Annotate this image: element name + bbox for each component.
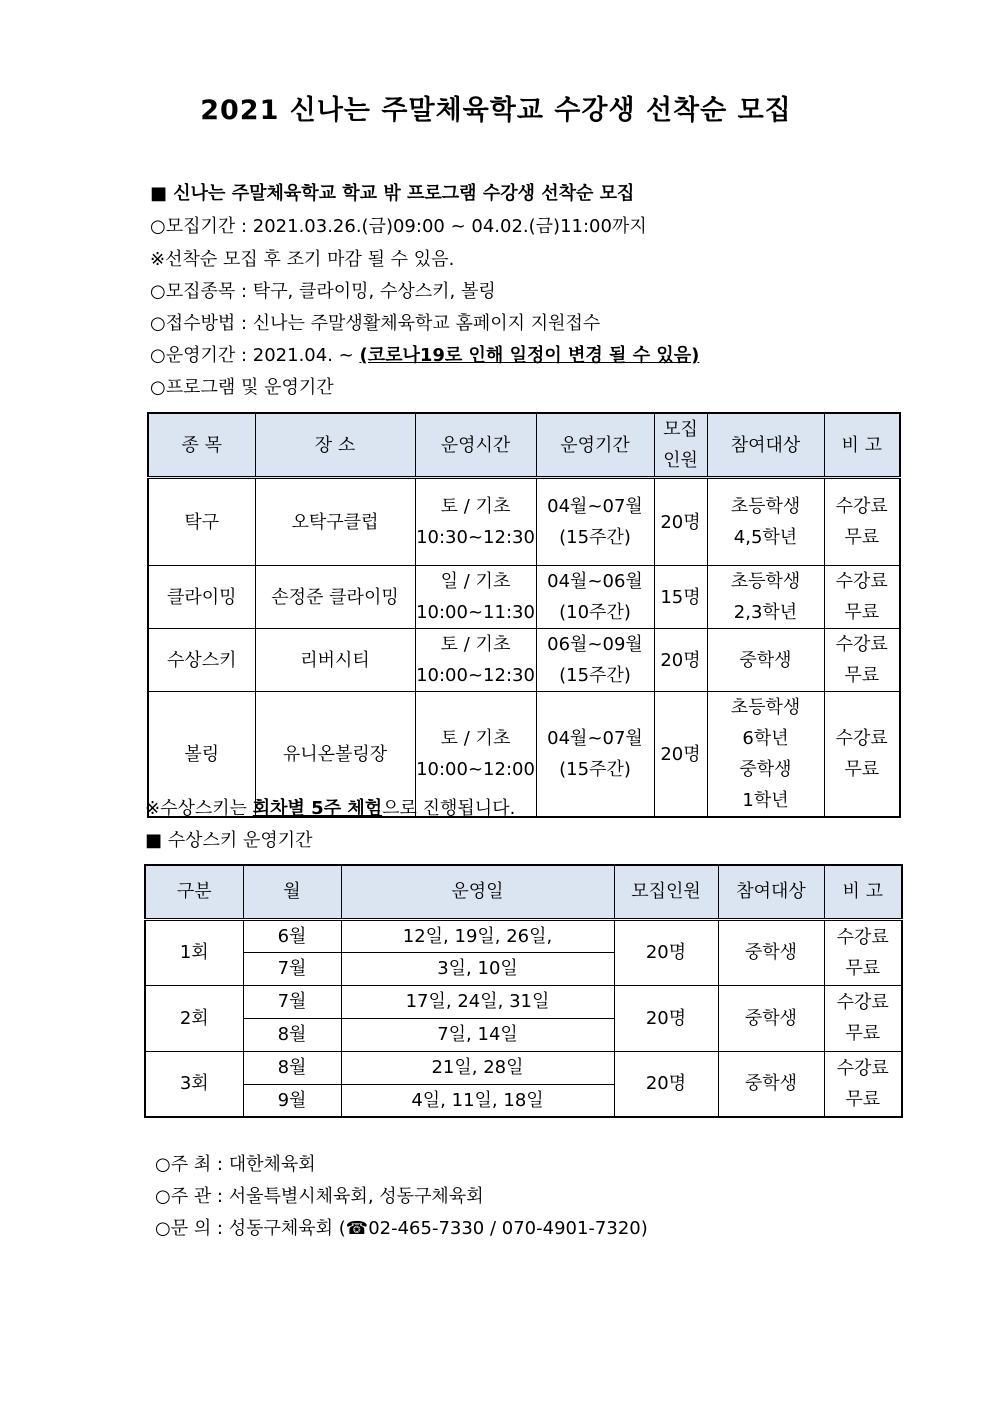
- table-cell: 중학생: [707, 629, 824, 692]
- operation-days-cell: 12일, 19일, 26일,: [341, 919, 614, 952]
- table-row: [148, 566, 900, 629]
- note-cell: 수강료 무료: [824, 1051, 902, 1117]
- month-cell: 8월: [243, 1051, 341, 1084]
- table-cell: 오탁구클럽: [255, 478, 415, 566]
- host-line: ○주 최 : 대한체육회: [155, 1154, 316, 1175]
- table-cell: 20명: [654, 478, 707, 566]
- note-cell: 수강료 무료: [824, 985, 902, 1051]
- table-cell: 수강료 무료: [824, 692, 900, 818]
- table-cell: 04월~07월 (15주간): [536, 478, 654, 566]
- header-cell: 참여대상: [718, 865, 824, 919]
- header-cell: 운영기간: [536, 413, 654, 478]
- count-cell: 20명: [614, 985, 718, 1051]
- table-cell: 클라이밍: [148, 566, 255, 629]
- early-close-note: ※선착순 모집 후 조기 마감 될 수 있음.: [150, 249, 455, 270]
- table-cell: 일 / 기초 10:00~11:30: [415, 566, 536, 629]
- table-cell: 04월~06월 (10주간): [536, 566, 654, 629]
- header-cell: 모집인원: [614, 865, 718, 919]
- target-cell: 중학생: [718, 985, 824, 1051]
- header-cell: 월: [243, 865, 341, 919]
- month-cell: 7월: [243, 985, 341, 1018]
- recruit-period-line: ○모집기간 : 2021.03.26.(금)09:00 ~ 04.02.(금)11:00까지: [150, 216, 647, 237]
- table-cell: 토 / 기초 10:00~12:00: [415, 692, 536, 818]
- month-cell: 7월: [243, 952, 341, 985]
- table-cell: 토 / 기초 10:00~12:30: [415, 629, 536, 692]
- table-row: [145, 1051, 902, 1084]
- table-cell: 수강료 무료: [824, 478, 900, 566]
- note-cell: 수강료 무료: [824, 919, 902, 985]
- operation-days-cell: 4일, 11일, 18일: [341, 1084, 614, 1117]
- table-cell: 수상스키: [148, 629, 255, 692]
- table-cell: 초등학생 2,3학년: [707, 566, 824, 629]
- table-cell: 04월~07월 (15주간): [536, 692, 654, 818]
- table-cell: 초등학생 4,5학년: [707, 478, 824, 566]
- header-cell: 운영일: [341, 865, 614, 919]
- header-cell: 장 소: [255, 413, 415, 478]
- section-heading-waterski: ■ 수상스키 운영기간: [145, 830, 313, 851]
- round-cell: 2회: [145, 985, 243, 1051]
- header-cell: 비 고: [824, 413, 900, 478]
- section-heading-program: ■ 신나는 주말체육학교 학교 밖 프로그램 수강생 선착순 모집: [150, 183, 635, 204]
- table-cell: 손정준 클라이밍: [255, 566, 415, 629]
- table-header-row: [148, 413, 900, 478]
- table-cell: 수강료 무료: [824, 629, 900, 692]
- program-heading: ○프로그램 및 운영기간: [150, 377, 334, 398]
- table-row: [145, 985, 902, 1018]
- header-cell: 모집 인원: [654, 413, 707, 478]
- table-cell: 유니온볼링장: [255, 692, 415, 818]
- table-cell: 볼링: [148, 692, 255, 818]
- waterski-note-prefix: ※수상스키는: [145, 798, 253, 819]
- table-row: [145, 919, 902, 952]
- table-cell: 탁구: [148, 478, 255, 566]
- table-header-row: [145, 865, 902, 919]
- waterski-note: [145, 797, 515, 821]
- waterski-schedule-table: [144, 864, 903, 1118]
- table-cell: 06월~09월 (15주간): [536, 629, 654, 692]
- covid-change-note: (코로나19로 인해 일정이 변경 될 수 있음): [359, 345, 700, 366]
- round-cell: 3회: [145, 1051, 243, 1117]
- table-cell: 초등학생 6학년 중학생 1학년: [707, 692, 824, 818]
- header-cell: 비 고: [824, 865, 902, 919]
- table-cell: 토 / 기초 10:30~12:30: [415, 478, 536, 566]
- table-cell: 15명: [654, 566, 707, 629]
- table-row: [148, 629, 900, 692]
- operation-period-text: ○운영기간 : 2021.04. ~: [150, 345, 360, 366]
- target-cell: 중학생: [718, 919, 824, 985]
- month-cell: 9월: [243, 1084, 341, 1117]
- count-cell: 20명: [614, 919, 718, 985]
- sports-line: ○모집종목 : 탁구, 클라이밍, 수상스키, 볼링: [150, 281, 496, 302]
- round-cell: 1회: [145, 919, 243, 985]
- header-cell: 구분: [145, 865, 243, 919]
- header-cell: 운영시간: [415, 413, 536, 478]
- header-cell: 참여대상: [707, 413, 824, 478]
- target-cell: 중학생: [718, 1051, 824, 1117]
- operation-days-cell: 7일, 14일: [341, 1018, 614, 1051]
- organizer-line: ○주 관 : 서울특별시체육회, 성동구체육회: [155, 1186, 484, 1207]
- program-table: [147, 412, 901, 818]
- apply-method-line: ○접수방법 : 신나는 주말생활체육학교 홈페이지 지원접수: [150, 313, 601, 334]
- table-cell: 20명: [654, 692, 707, 818]
- table-cell: 20명: [654, 629, 707, 692]
- waterski-note-emphasis: 회차별 5주 체험: [252, 798, 383, 819]
- month-cell: 8월: [243, 1018, 341, 1051]
- month-cell: 6월: [243, 919, 341, 952]
- table-cell: 수강료 무료: [824, 566, 900, 629]
- table-row: [148, 478, 900, 566]
- header-cell: 종 목: [148, 413, 255, 478]
- operation-days-cell: 3일, 10일: [341, 952, 614, 985]
- table-cell: 리버시티: [255, 629, 415, 692]
- page-title: 2021 신나는 주말체육학교 수강생 선착순 모집: [200, 95, 792, 126]
- count-cell: 20명: [614, 1051, 718, 1117]
- waterski-note-suffix: 으로 진행됩니다.: [382, 798, 516, 819]
- contact-line: ○문 의 : 성동구체육회 (☎02-465-7330 / 070-4901-7320): [155, 1218, 648, 1239]
- operation-days-cell: 17일, 24일, 31일: [341, 985, 614, 1018]
- operation-period-line: [150, 344, 699, 368]
- operation-days-cell: 21일, 28일: [341, 1051, 614, 1084]
